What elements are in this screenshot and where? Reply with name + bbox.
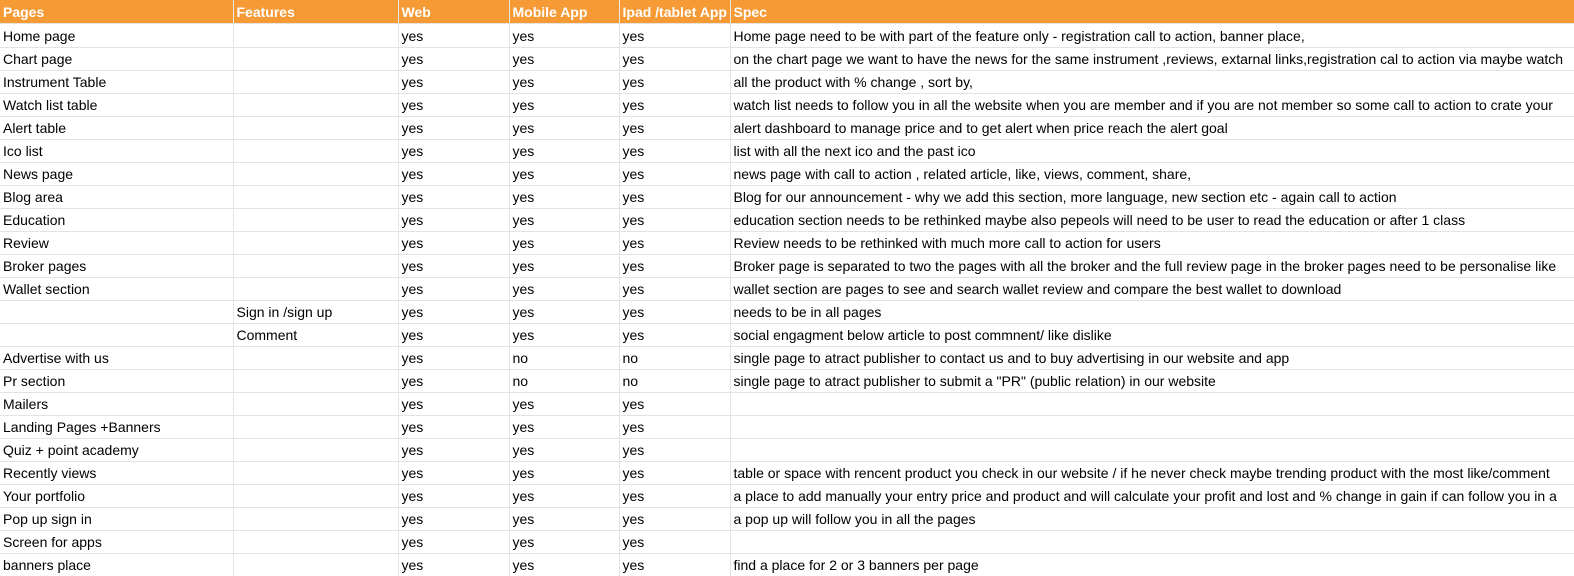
cell-mobile-app[interactable]: yes: [509, 255, 619, 278]
header-row: [0, 0, 1574, 24]
cell-web[interactable]: yes: [398, 462, 509, 485]
cell-feature[interactable]: [233, 255, 398, 278]
cell-feature[interactable]: [233, 278, 398, 301]
cell-page[interactable]: Alert table: [0, 117, 233, 140]
cell-spec[interactable]: social engagment below article to post commnent/ like dislike: [730, 324, 1574, 347]
cell-feature[interactable]: [233, 531, 398, 554]
cell-page[interactable]: Your portfolio: [0, 485, 233, 508]
cell-spec[interactable]: needs to be in all pages: [730, 301, 1574, 324]
cell-ipad-tablet-app[interactable]: yes: [619, 48, 730, 71]
table-row: [0, 278, 1574, 301]
cell-page[interactable]: Advertise with us: [0, 347, 233, 370]
cell-feature[interactable]: [233, 485, 398, 508]
cell-mobile-app[interactable]: yes: [509, 24, 619, 48]
cell-web[interactable]: yes: [398, 531, 509, 554]
cell-mobile-app[interactable]: yes: [509, 531, 619, 554]
cell-spec[interactable]: [730, 439, 1574, 462]
cell-mobile-app[interactable]: yes: [509, 232, 619, 255]
cell-ipad-tablet-app[interactable]: yes: [619, 255, 730, 278]
table-row: [0, 71, 1574, 94]
cell-feature[interactable]: [233, 186, 398, 209]
cell-ipad-tablet-app[interactable]: yes: [619, 324, 730, 347]
table-row: [0, 48, 1574, 71]
cell-mobile-app[interactable]: yes: [509, 94, 619, 117]
table-row: [0, 439, 1574, 462]
table-row: [0, 393, 1574, 416]
cell-mobile-app[interactable]: yes: [509, 393, 619, 416]
cell-web[interactable]: yes: [398, 439, 509, 462]
header-pages[interactable]: Pages: [0, 0, 233, 24]
cell-page[interactable]: Watch list table: [0, 94, 233, 117]
cell-spec[interactable]: education section needs to be rethinked maybe also pepeols will need to be user to read the education or after 1 class: [730, 209, 1574, 232]
cell-ipad-tablet-app[interactable]: yes: [619, 140, 730, 163]
cell-feature[interactable]: Comment: [233, 324, 398, 347]
cell-page[interactable]: Chart page: [0, 48, 233, 71]
cell-spec[interactable]: table or space with rencent product you check in our website / if he never check maybe trending product with the most like/comment: [730, 462, 1574, 485]
cell-page[interactable]: Screen for apps: [0, 531, 233, 554]
cell-ipad-tablet-app[interactable]: yes: [619, 117, 730, 140]
cell-feature[interactable]: [233, 48, 398, 71]
cell-web[interactable]: yes: [398, 393, 509, 416]
cell-feature[interactable]: [233, 117, 398, 140]
cell-page[interactable]: Blog area: [0, 186, 233, 209]
cell-spec[interactable]: [730, 416, 1574, 439]
cell-ipad-tablet-app[interactable]: yes: [619, 94, 730, 117]
cell-feature[interactable]: [233, 209, 398, 232]
cell-spec[interactable]: watch list needs to follow you in all the website when you are member and if you are not member so some call to action to crate your: [730, 94, 1574, 117]
cell-feature[interactable]: [233, 232, 398, 255]
cell-ipad-tablet-app[interactable]: yes: [619, 485, 730, 508]
table-row: [0, 140, 1574, 163]
cell-page[interactable]: Broker pages: [0, 255, 233, 278]
cell-mobile-app[interactable]: yes: [509, 416, 619, 439]
cell-web[interactable]: yes: [398, 232, 509, 255]
cell-web[interactable]: yes: [398, 48, 509, 71]
cell-feature[interactable]: [233, 393, 398, 416]
table-row: [0, 117, 1574, 140]
cell-mobile-app[interactable]: yes: [509, 140, 619, 163]
cell-ipad-tablet-app[interactable]: yes: [619, 24, 730, 48]
cell-feature[interactable]: [233, 24, 398, 48]
table-row: [0, 531, 1574, 554]
header-ipad-tablet-app[interactable]: Ipad /tablet App: [619, 0, 730, 24]
cell-web[interactable]: yes: [398, 416, 509, 439]
cell-page[interactable]: Ico list: [0, 140, 233, 163]
cell-ipad-tablet-app[interactable]: no: [619, 347, 730, 370]
table-row: [0, 370, 1574, 393]
cell-page[interactable]: banners place: [0, 554, 233, 576]
cell-spec[interactable]: alert dashboard to manage price and to get alert when price reach the alert goal: [730, 117, 1574, 140]
cell-feature[interactable]: [233, 140, 398, 163]
cell-web[interactable]: yes: [398, 24, 509, 48]
cell-page[interactable]: Landing Pages +Banners: [0, 416, 233, 439]
table-row: [0, 24, 1574, 48]
cell-web[interactable]: yes: [398, 255, 509, 278]
cell-web[interactable]: yes: [398, 554, 509, 576]
cell-ipad-tablet-app[interactable]: yes: [619, 554, 730, 576]
cell-ipad-tablet-app[interactable]: yes: [619, 462, 730, 485]
cell-spec[interactable]: a place to add manually your entry price and product and will calculate your profit and lost and % change in gain if can follow you in a: [730, 485, 1574, 508]
cell-mobile-app[interactable]: yes: [509, 439, 619, 462]
cell-feature[interactable]: [233, 370, 398, 393]
table-row: [0, 324, 1574, 347]
cell-feature[interactable]: [233, 508, 398, 531]
cell-feature[interactable]: [233, 163, 398, 186]
table-row: [0, 94, 1574, 117]
cell-web[interactable]: yes: [398, 163, 509, 186]
cell-page[interactable]: Quiz + point academy: [0, 439, 233, 462]
cell-web[interactable]: yes: [398, 485, 509, 508]
table-row: [0, 485, 1574, 508]
cell-ipad-tablet-app[interactable]: yes: [619, 508, 730, 531]
cell-mobile-app[interactable]: yes: [509, 462, 619, 485]
cell-page[interactable]: Education: [0, 209, 233, 232]
cell-web[interactable]: yes: [398, 140, 509, 163]
cell-spec[interactable]: [730, 531, 1574, 554]
cell-ipad-tablet-app[interactable]: yes: [619, 209, 730, 232]
cell-ipad-tablet-app[interactable]: yes: [619, 163, 730, 186]
cell-mobile-app[interactable]: yes: [509, 508, 619, 531]
cell-mobile-app[interactable]: yes: [509, 48, 619, 71]
cell-feature[interactable]: [233, 94, 398, 117]
cell-page[interactable]: [0, 324, 233, 347]
cell-web[interactable]: yes: [398, 186, 509, 209]
table-row: [0, 462, 1574, 485]
cell-web[interactable]: yes: [398, 370, 509, 393]
cell-ipad-tablet-app[interactable]: yes: [619, 186, 730, 209]
cell-web[interactable]: yes: [398, 301, 509, 324]
cell-spec[interactable]: Home page need to be with part of the feature only - registration call to action, banner place,: [730, 24, 1574, 48]
cell-page[interactable]: Review: [0, 232, 233, 255]
table-row: [0, 301, 1574, 324]
cell-mobile-app[interactable]: no: [509, 347, 619, 370]
table-row: [0, 347, 1574, 370]
cell-ipad-tablet-app[interactable]: yes: [619, 71, 730, 94]
cell-feature[interactable]: Sign in /sign up: [233, 301, 398, 324]
header-web[interactable]: Web: [398, 0, 509, 24]
cell-web[interactable]: yes: [398, 508, 509, 531]
cell-mobile-app[interactable]: no: [509, 370, 619, 393]
cell-ipad-tablet-app[interactable]: yes: [619, 439, 730, 462]
cell-page[interactable]: Recently views: [0, 462, 233, 485]
header-features[interactable]: Features: [233, 0, 398, 24]
cell-web[interactable]: yes: [398, 71, 509, 94]
cell-ipad-tablet-app[interactable]: yes: [619, 531, 730, 554]
cell-mobile-app[interactable]: yes: [509, 186, 619, 209]
cell-mobile-app[interactable]: yes: [509, 301, 619, 324]
cell-ipad-tablet-app[interactable]: yes: [619, 393, 730, 416]
cell-spec[interactable]: on the chart page we want to have the news for the same instrument ,reviews, extarnal links,registration cal to action via maybe watch: [730, 48, 1574, 71]
table-row: [0, 163, 1574, 186]
cell-page[interactable]: Instrument Table: [0, 71, 233, 94]
cell-page[interactable]: Home page: [0, 24, 233, 48]
cell-web[interactable]: yes: [398, 278, 509, 301]
cell-ipad-tablet-app[interactable]: yes: [619, 301, 730, 324]
cell-spec[interactable]: Review needs to be rethinked with much more call to action for users: [730, 232, 1574, 255]
table-row: [0, 232, 1574, 255]
table-row: [0, 554, 1574, 576]
cell-ipad-tablet-app[interactable]: yes: [619, 232, 730, 255]
cell-page[interactable]: Pr section: [0, 370, 233, 393]
cell-spec[interactable]: a pop up will follow you in all the pages: [730, 508, 1574, 531]
cell-mobile-app[interactable]: yes: [509, 554, 619, 576]
cell-spec[interactable]: wallet section are pages to see and search wallet review and compare the best wallet to download: [730, 278, 1574, 301]
cell-feature[interactable]: [233, 554, 398, 576]
cell-page[interactable]: Wallet section: [0, 278, 233, 301]
cell-spec[interactable]: list with all the next ico and the past ico: [730, 140, 1574, 163]
table-row: [0, 186, 1574, 209]
cell-ipad-tablet-app[interactable]: no: [619, 370, 730, 393]
cell-web[interactable]: yes: [398, 324, 509, 347]
cell-web[interactable]: yes: [398, 209, 509, 232]
cell-web[interactable]: yes: [398, 347, 509, 370]
cell-feature[interactable]: [233, 416, 398, 439]
cell-spec[interactable]: single page to atract publisher to contact us and to buy advertising in our website and app: [730, 347, 1574, 370]
cell-spec[interactable]: all the product with % change , sort by,: [730, 71, 1574, 94]
cell-spec[interactable]: Broker page is separated to two the pages with all the broker and the full review page in the broker pages need to be personalise like: [730, 255, 1574, 278]
table-row: [0, 416, 1574, 439]
header-spec[interactable]: Spec: [730, 0, 1574, 24]
cell-spec[interactable]: news page with call to action , related article, like, views, comment, share,: [730, 163, 1574, 186]
table-row: [0, 209, 1574, 232]
cell-spec[interactable]: Blog for our announcement - why we add this section, more language, new section etc - again call to action: [730, 186, 1574, 209]
header-mobile-app[interactable]: Mobile App: [509, 0, 619, 24]
cell-mobile-app[interactable]: yes: [509, 324, 619, 347]
cell-feature[interactable]: [233, 347, 398, 370]
cell-mobile-app[interactable]: yes: [509, 163, 619, 186]
cell-mobile-app[interactable]: yes: [509, 209, 619, 232]
cell-page[interactable]: Pop up sign in: [0, 508, 233, 531]
table-row: [0, 255, 1574, 278]
cell-ipad-tablet-app[interactable]: yes: [619, 278, 730, 301]
cell-feature[interactable]: [233, 462, 398, 485]
cell-page[interactable]: News page: [0, 163, 233, 186]
cell-spec[interactable]: [730, 393, 1574, 416]
cell-page[interactable]: Mailers: [0, 393, 233, 416]
cell-web[interactable]: yes: [398, 117, 509, 140]
cell-feature[interactable]: [233, 439, 398, 462]
table-row: [0, 508, 1574, 531]
cell-spec[interactable]: find a place for 2 or 3 banners per page: [730, 554, 1574, 576]
cell-web[interactable]: yes: [398, 94, 509, 117]
cell-mobile-app[interactable]: yes: [509, 278, 619, 301]
cell-mobile-app[interactable]: yes: [509, 117, 619, 140]
cell-page[interactable]: [0, 301, 233, 324]
cell-spec[interactable]: single page to atract publisher to submit a "PR" (public relation) in our website: [730, 370, 1574, 393]
cell-ipad-tablet-app[interactable]: yes: [619, 416, 730, 439]
cell-mobile-app[interactable]: yes: [509, 485, 619, 508]
cell-mobile-app[interactable]: yes: [509, 71, 619, 94]
cell-feature[interactable]: [233, 71, 398, 94]
